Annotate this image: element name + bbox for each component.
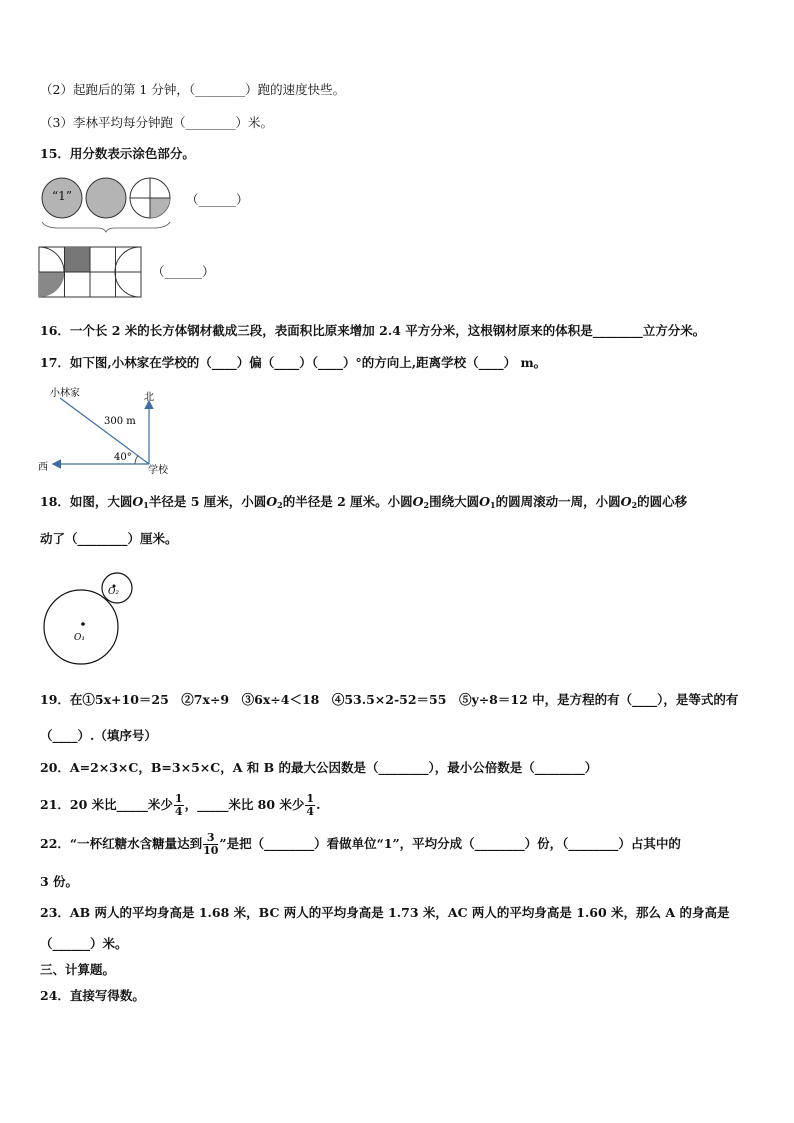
q24-text: 24．直接写得数。 bbox=[40, 988, 145, 1003]
north-label: 北 bbox=[144, 392, 154, 403]
fraction-1-4: $\frac{1}{4}$ bbox=[174, 792, 183, 818]
q15-title: 15．用分数表示涂色部分。 bbox=[40, 146, 195, 161]
q20-text: 20．A=2×3×C，B=3×5×C，A 和 B 的最大公因数是（________），最小公倍数是（________） bbox=[40, 760, 598, 775]
q18-line2: 动了（________）厘米。 bbox=[40, 531, 178, 546]
big-circle bbox=[44, 590, 118, 664]
big-circle-label: O₁ bbox=[74, 633, 85, 643]
shaded-cell bbox=[65, 247, 91, 272]
unit-circle-label: “1” bbox=[52, 189, 72, 203]
q22-line1: 22．“一杯红糖水含糖量达到 $\frac{3}{10}$ ”是把（________）看做单位“1”，平均分成（________）份，（________）占其中的 bbox=[40, 831, 681, 857]
q15-blank-1: （______） bbox=[186, 192, 249, 207]
west-label: 西 bbox=[38, 462, 48, 473]
home-line bbox=[60, 398, 149, 464]
school-label: 学校 bbox=[148, 465, 168, 476]
quarter-shaded-sector bbox=[150, 198, 170, 218]
q17-text: 17．如下图,小林家在学校的（____）偏（____）（____）°的方向上,距离学校（____） m。 bbox=[40, 355, 547, 370]
big-center bbox=[81, 622, 85, 626]
q14-part2: （2）起跑后的第 1 分钟，（________）跑的速度快些。 bbox=[40, 82, 346, 97]
brace bbox=[42, 222, 170, 232]
shaded-circle-2 bbox=[86, 178, 126, 218]
q17-direction-figure bbox=[36, 384, 186, 478]
angle-label: 40° bbox=[114, 452, 132, 463]
q16-text: 16．一个长 2 米的长方体钢材截成三段，表面积比原来增加 2.4 平方分米，这根钢材原来的体积是________立方分米。 bbox=[40, 323, 706, 338]
home-label: 小林家 bbox=[50, 388, 80, 399]
q15-rect-figure bbox=[38, 244, 144, 300]
q18-line1: 18．如图，大圆$O_1$半径是 5 厘米，小圆$O_2$的半径是 2 厘米。小圆$O_2$围绕大圆$O_1$的圆周滚动一周，小圆$O_2$的圆心移 bbox=[40, 494, 688, 510]
fraction-1-4-b: $\frac{1}{4}$ bbox=[306, 792, 315, 818]
q15-blank-2: （______） bbox=[152, 264, 215, 279]
q19-line1: 19．在①5x+10＝25 ②7x÷9 ③6x÷4＜18 ④53.5×2-52＝55 ⑤y÷8＝12 中，是方程的有（____），是等式的有 bbox=[40, 692, 739, 707]
q14-part3: （3）李林平均每分钟跑（________）米。 bbox=[40, 115, 273, 130]
q18-circles-figure bbox=[40, 568, 140, 670]
distance-label: 300 m bbox=[104, 416, 136, 427]
q23-line2: （______）米。 bbox=[40, 936, 128, 951]
q22-line2: 3 份。 bbox=[40, 874, 79, 889]
small-circle-label: O₂ bbox=[108, 587, 119, 597]
section-3-title: 三、计算题。 bbox=[40, 962, 116, 977]
q19-line2: （____）.（填序号） bbox=[40, 728, 157, 743]
q21-text: 21．20 米比_____米少 $\frac{1}{4}$ ，_____米比 80 米少 $\frac{1}{4}$ . bbox=[40, 792, 321, 818]
q15-circles-figure bbox=[38, 172, 178, 234]
fraction-3-10: $\frac{3}{10}$ bbox=[203, 831, 219, 857]
q23-line1: 23．AB 两人的平均身高是 1.68 米，BC 两人的平均身高是 1.73 米，AC 两人的平均身高是 1.60 米，那么 A 的身高是 bbox=[40, 905, 730, 920]
